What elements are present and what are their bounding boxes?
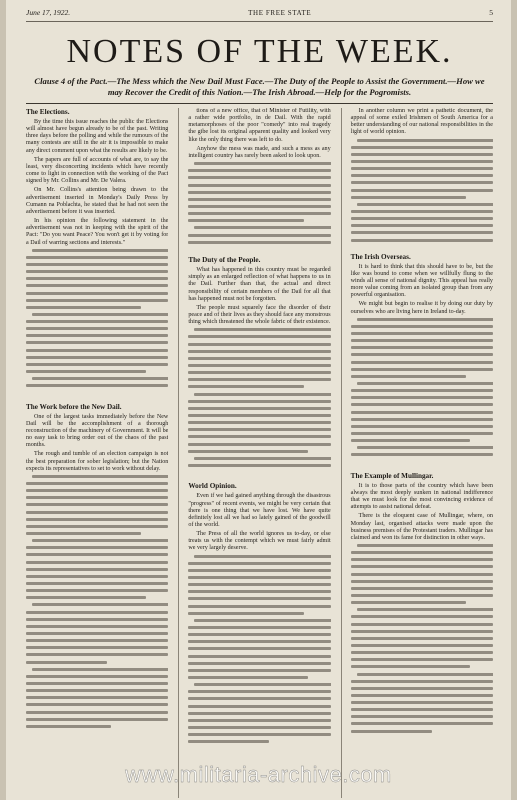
paragraph: In his opinion the following statement in the advertisement was not in keeping with the spirit of the Pact: "Do you want Peace? You won't get it by voting for a Dail of warring sections and interests." bbox=[26, 218, 169, 246]
text-line bbox=[26, 277, 168, 280]
text-line bbox=[357, 318, 493, 321]
paragraph: The Press of all the world ignores us to-day, or else treats us with the contempt which we must fairly admit we very largely deserve. bbox=[188, 531, 331, 552]
paragraph: Anyhow the mess was made, and such a mess as any intelligent country has rarely been asked to look upon. bbox=[188, 145, 331, 159]
text-line bbox=[351, 425, 493, 428]
text-line bbox=[26, 299, 168, 302]
text-line bbox=[26, 711, 168, 714]
text-line bbox=[188, 343, 330, 346]
text-line bbox=[188, 443, 330, 446]
text-line bbox=[351, 368, 493, 371]
text-line bbox=[351, 587, 493, 590]
text-line bbox=[188, 335, 330, 338]
text-line bbox=[188, 726, 330, 729]
text-line bbox=[194, 457, 330, 460]
column-2 bbox=[178, 108, 330, 798]
text-line bbox=[26, 596, 146, 599]
text-line bbox=[194, 619, 330, 622]
text-line bbox=[351, 623, 493, 626]
text-line bbox=[351, 594, 493, 597]
text-line bbox=[188, 400, 330, 403]
text-line bbox=[351, 396, 493, 399]
paragraph: It is to those parts of the country which have been always the most deeply sunken in national indifference that we must look for the most convincing evidence of attempts to assist national defeat. bbox=[350, 482, 493, 511]
text-line bbox=[351, 601, 466, 604]
text-line bbox=[351, 403, 493, 406]
text-line bbox=[351, 644, 493, 647]
text-line bbox=[26, 256, 168, 259]
text-line bbox=[188, 464, 330, 467]
text-line bbox=[351, 167, 493, 170]
text-line bbox=[351, 210, 493, 213]
text-line bbox=[26, 327, 168, 330]
text-line bbox=[26, 518, 168, 521]
text-line bbox=[26, 639, 168, 642]
text-line bbox=[26, 561, 168, 564]
text-line bbox=[351, 453, 493, 456]
text-line bbox=[26, 553, 168, 556]
text-line bbox=[26, 611, 168, 614]
text-line bbox=[351, 189, 493, 192]
subheading: World Opinion. bbox=[188, 482, 237, 491]
text-line bbox=[351, 637, 493, 640]
text-line bbox=[188, 676, 308, 679]
text-line bbox=[26, 589, 168, 592]
text-line bbox=[26, 384, 168, 387]
text-line bbox=[188, 357, 330, 360]
text-line bbox=[351, 361, 493, 364]
text-line bbox=[188, 198, 330, 201]
text-line bbox=[351, 346, 493, 349]
text-line bbox=[188, 662, 330, 665]
illegible-text-block bbox=[188, 328, 330, 478]
text-line bbox=[351, 694, 493, 697]
text-line bbox=[188, 605, 330, 608]
paragraph: By the time this issue reaches the public the Elections will almost have begun already to be of the past. Writing three days before the polling and while the rumours of the many contests are still in the air it is impossible to make any direct comment upon what the results are likely to be. bbox=[26, 119, 169, 154]
text-line bbox=[351, 231, 493, 234]
text-line bbox=[32, 668, 168, 671]
text-line bbox=[351, 418, 493, 421]
section-summary: Clause 4 of the Pact.—The Mess which the New Dail Must Face.—The Duty of the People to Assist the Government.—How we may Recover the Credit of this Nation.—The Irish Abroad.—Help for the Pogromists. bbox=[34, 76, 485, 97]
text-line bbox=[188, 705, 330, 708]
section-title: NOTES OF THE WEEK. bbox=[66, 33, 453, 70]
subheading: The Work before the New Dail. bbox=[26, 402, 122, 411]
paragraph: What has happened in this country must be regarded simply as an enlarged reflection of what happens to us in the Dail. Further than that, the actual and direct responsibility of certain members of the Dail for all that has happened must not be forgotten. bbox=[188, 267, 331, 302]
text-line bbox=[26, 370, 146, 373]
text-line bbox=[32, 249, 168, 252]
text-line bbox=[188, 655, 330, 658]
text-line bbox=[351, 332, 493, 335]
text-line bbox=[188, 569, 330, 572]
paragraph: In another column we print a pathetic document, the appeal of some exiled Irishmen of South America for a better understanding of our national responsibilities in the light of world opinion. bbox=[350, 108, 493, 136]
text-line bbox=[188, 385, 303, 388]
text-line bbox=[357, 673, 493, 676]
text-line bbox=[188, 169, 330, 172]
illegible-text-block bbox=[351, 139, 493, 249]
text-line bbox=[357, 544, 493, 547]
text-line bbox=[188, 212, 330, 215]
text-line bbox=[188, 697, 330, 700]
text-line bbox=[194, 226, 330, 229]
text-line bbox=[188, 576, 330, 579]
text-line bbox=[188, 428, 330, 431]
text-line bbox=[26, 575, 168, 578]
text-line bbox=[351, 375, 466, 378]
illegible-text-block bbox=[26, 249, 168, 399]
paragraph: tions of a new office, that of Minister of Futility, with a rather wide portfolio, in de Dail. With the rapid metamorphoses of the poor "comedy" into real tragedy the gibe lost its original apparent quality and looked very like the only thing there was left to do. bbox=[188, 108, 331, 143]
subheading: The Irish Overseas. bbox=[350, 252, 411, 261]
text-line bbox=[188, 407, 330, 410]
paragraph: We might but begin to realise it by doing our duty by ourselves who are living here in Ireland to-day. bbox=[350, 301, 493, 315]
text-line bbox=[26, 696, 168, 699]
paragraph: It is hard to think that this should have to be, but the like was bound to come when we willfully flung to the winds all sense of national dignity. This appeal has really more value coming from an isolated group than from any powerful organisation. bbox=[350, 263, 493, 299]
text-line bbox=[351, 687, 493, 690]
text-line bbox=[26, 356, 168, 359]
subheading: The Elections. bbox=[26, 108, 70, 116]
text-line bbox=[32, 475, 168, 478]
text-line bbox=[26, 341, 168, 344]
paragraph: There is the eloquent case of Mullingar, where, on Monday last, organised attacks were made upon the business premises of the Protestant traders. Mullingar has claimed and won its fame for distinction in other ways. bbox=[350, 513, 493, 541]
text-line bbox=[351, 615, 493, 618]
text-line bbox=[351, 558, 493, 561]
text-line bbox=[351, 551, 493, 554]
text-line bbox=[351, 722, 493, 725]
text-line bbox=[188, 740, 269, 743]
text-line bbox=[26, 349, 168, 352]
text-line bbox=[26, 532, 141, 535]
paragraph: One of the largest tasks immediately before the New Dail will be the accomplishment of a thorough reconstruction of the machinery of Government. It will be no easy task to bring order out of the chaos of the past months. bbox=[26, 413, 169, 449]
illegible-text-block bbox=[26, 475, 168, 735]
text-line bbox=[26, 270, 168, 273]
subheading: The Example of Mullingar. bbox=[350, 471, 434, 480]
illegible-text-block bbox=[188, 162, 330, 252]
text-line bbox=[188, 633, 330, 636]
text-line bbox=[188, 435, 330, 438]
column-3 bbox=[341, 108, 493, 798]
text-line bbox=[188, 176, 330, 179]
text-line bbox=[188, 241, 330, 244]
text-line bbox=[357, 608, 493, 611]
text-line bbox=[32, 313, 168, 316]
text-line bbox=[357, 203, 493, 206]
text-line bbox=[32, 377, 168, 380]
text-line bbox=[351, 389, 493, 392]
text-line bbox=[26, 525, 168, 528]
text-line bbox=[188, 690, 330, 693]
text-line bbox=[357, 382, 493, 385]
page-number: 5 bbox=[489, 8, 493, 17]
text-line bbox=[188, 712, 330, 715]
text-line bbox=[188, 205, 330, 208]
text-line bbox=[26, 306, 141, 309]
text-line bbox=[188, 184, 330, 187]
text-line bbox=[26, 582, 168, 585]
paragraph: The people must squarely face the disorder of their peace and of their lives as they should face any monstrous thing which threatened the whole fabric of their existence. bbox=[188, 304, 331, 326]
text-line bbox=[357, 446, 493, 449]
text-line bbox=[26, 718, 168, 721]
text-line bbox=[26, 725, 111, 728]
text-line bbox=[188, 191, 330, 194]
text-line bbox=[351, 701, 493, 704]
column-1 bbox=[26, 108, 168, 798]
text-line bbox=[26, 625, 168, 628]
text-line bbox=[188, 414, 330, 417]
text-line bbox=[26, 689, 168, 692]
text-line bbox=[351, 565, 493, 568]
text-line bbox=[351, 411, 493, 414]
text-line bbox=[26, 511, 168, 514]
text-line bbox=[26, 703, 168, 706]
text-line bbox=[26, 675, 168, 678]
text-line bbox=[188, 364, 330, 367]
text-line bbox=[351, 432, 493, 435]
article-columns bbox=[26, 108, 493, 798]
running-head bbox=[26, 8, 493, 22]
subheading: The Duty of the People. bbox=[188, 256, 261, 265]
text-line bbox=[26, 489, 168, 492]
text-line bbox=[188, 371, 330, 374]
text-line bbox=[357, 139, 493, 142]
illegible-text-block bbox=[351, 318, 493, 468]
text-line bbox=[26, 646, 168, 649]
text-line bbox=[188, 234, 330, 237]
text-line bbox=[351, 708, 493, 711]
text-line bbox=[188, 219, 303, 222]
issue-date: June 17, 1922. bbox=[26, 8, 71, 17]
text-line bbox=[351, 439, 471, 442]
text-line bbox=[26, 546, 168, 549]
text-line bbox=[26, 653, 168, 656]
text-line bbox=[32, 539, 168, 542]
text-line bbox=[194, 393, 330, 396]
text-line bbox=[188, 583, 330, 586]
text-line bbox=[351, 573, 493, 576]
text-line bbox=[351, 325, 493, 328]
text-line bbox=[351, 651, 493, 654]
text-line bbox=[188, 626, 330, 629]
text-line bbox=[32, 603, 168, 606]
text-line bbox=[26, 320, 168, 323]
text-line bbox=[351, 658, 493, 661]
text-line bbox=[26, 503, 168, 506]
text-line bbox=[188, 612, 303, 615]
text-line bbox=[351, 353, 493, 356]
text-line bbox=[26, 334, 168, 337]
text-line bbox=[188, 733, 330, 736]
text-line bbox=[188, 647, 330, 650]
text-line bbox=[188, 450, 308, 453]
watermark: www.militaria-archive.com bbox=[125, 762, 392, 787]
publication-title: THE FREE STATE bbox=[248, 9, 312, 17]
text-line bbox=[351, 224, 493, 227]
text-line bbox=[351, 730, 432, 733]
text-line bbox=[351, 680, 493, 683]
text-line bbox=[351, 196, 466, 199]
text-line bbox=[351, 181, 493, 184]
text-line bbox=[188, 597, 330, 600]
text-line bbox=[351, 146, 493, 149]
text-line bbox=[26, 263, 168, 266]
text-line bbox=[188, 719, 330, 722]
text-line bbox=[351, 339, 493, 342]
text-line bbox=[188, 590, 330, 593]
paragraph: The rough and tumble of an election campaign is not the best preparation for sober legislation; but the Nation expects its representatives to set to work without delay. bbox=[26, 451, 169, 472]
text-line bbox=[194, 162, 330, 165]
text-line bbox=[26, 482, 168, 485]
text-line bbox=[351, 174, 493, 177]
text-line bbox=[351, 217, 493, 220]
text-line bbox=[26, 284, 168, 287]
text-line bbox=[26, 292, 168, 295]
text-line bbox=[188, 421, 330, 424]
text-line bbox=[188, 669, 330, 672]
text-line bbox=[351, 715, 493, 718]
paragraph: On Mr. Collins's attention being drawn to the advertisement inserted in Monday's Daily Press by Cumann na Poblachta, he stated that he had not seen the advertisement before it was inserted. bbox=[26, 187, 169, 215]
text-line bbox=[26, 632, 168, 635]
paragraph: Even if we had gained anything through the disastrous "progress" of recent events, we might be very certain that there is one thing that we have lost. We have quite definitely lost all we had so lately gained of the goodwill of the world. bbox=[188, 493, 331, 528]
text-line bbox=[194, 555, 330, 558]
text-line bbox=[26, 661, 107, 664]
text-line bbox=[188, 350, 330, 353]
divider bbox=[26, 103, 493, 104]
text-line bbox=[351, 160, 493, 163]
text-line bbox=[351, 580, 493, 583]
text-line bbox=[194, 328, 330, 331]
text-line bbox=[188, 378, 330, 381]
text-line bbox=[351, 665, 471, 668]
text-line bbox=[26, 363, 168, 366]
text-line bbox=[351, 153, 493, 156]
text-line bbox=[188, 562, 330, 565]
paragraph: The papers are full of accounts of what are, to say the least, very disconcerting incidents which have recently come to light in connection with the working of the Pact signed by Mr. Collins and Mr. De Valera. bbox=[26, 156, 169, 185]
text-line bbox=[188, 640, 330, 643]
text-line bbox=[26, 568, 168, 571]
newspaper-page bbox=[6, 0, 511, 800]
text-line bbox=[351, 630, 493, 633]
text-line bbox=[194, 683, 330, 686]
text-line bbox=[351, 239, 493, 242]
illegible-text-block bbox=[188, 555, 330, 755]
text-line bbox=[26, 496, 168, 499]
text-line bbox=[26, 682, 168, 685]
illegible-text-block bbox=[351, 544, 493, 744]
text-line bbox=[26, 618, 168, 621]
